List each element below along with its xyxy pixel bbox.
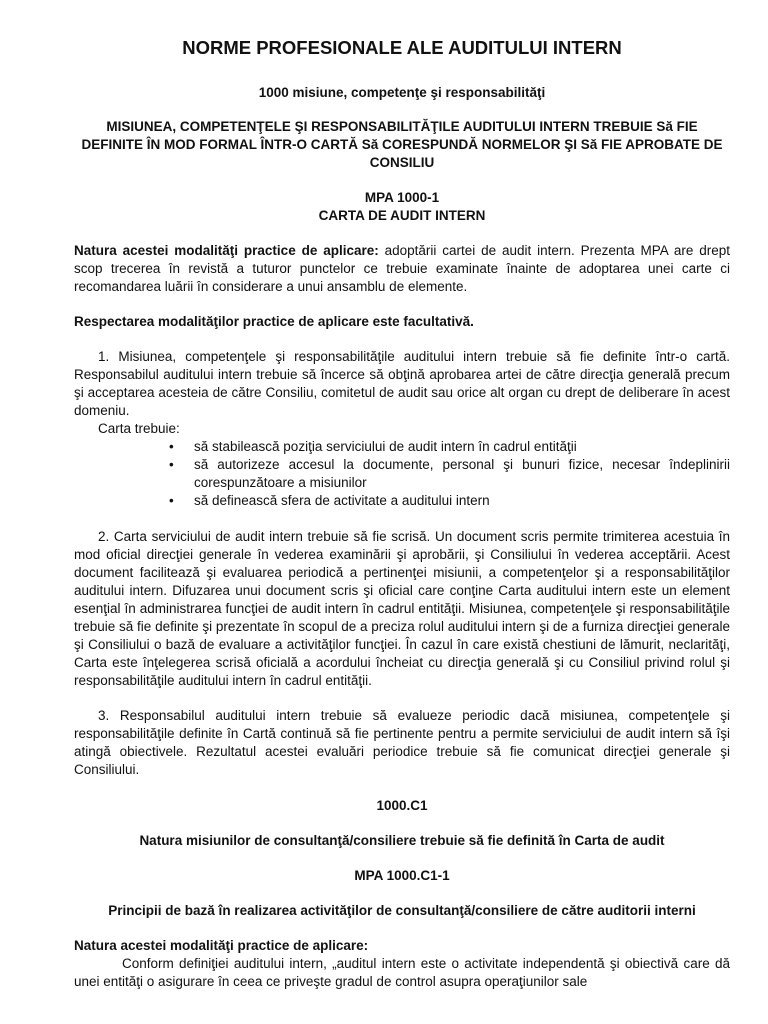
paragraph-3: 3. Responsabilul auditului intern trebuie să evalueze periodic dacă misiunea, competenţele şi responsabilităţile definite în Cartă continuă să fie pertinente pentru a permite serviciului de audit intern să îşi atingă obiectivele. Rezultatul acestei evaluări periodice trebuie să fie comunicat direcţiei generale şi Consiliului. [74, 708, 730, 777]
document-body [74, 36, 730, 991]
bullet-icon: • [169, 457, 174, 472]
principles-heading: Principii de bază în realizarea activităţilor de consultanţă/consiliere de către auditorii interni [108, 903, 696, 918]
nature-label-2: Natura acestei modalităţi practice de aplicare: [74, 938, 369, 953]
paragraph-2: 2. Carta serviciului de audit intern trebuie să fie scrisă. Un document scris permite trimiterea acestuia în mod oficial direcţiei generale în vederea examinării şi aprobării, şi Consiliului în vederea acceptării. Acest document facilitează şi evaluarea periodică a pertinenţei misiunii, a competenţelor şi a responsabilităţilor auditului intern. Difuzarea unui document scris şi oficial care conţine Carta auditului intern este un element esenţial în administrarea funcţiei de audit intern în cadrul entităţii. Misiunea, competenţele şi responsabilităţile trebuie să fie definite şi prezentate în scopul de a preciza rolul auditului intern şi de a furniza direcţiei generale şi Consiliului o bază de evaluare a activităţilor funcţiei. În cazul în care există chestiuni de lămurit, neclarităţi, Carta este înţelegerea scrisă oficială a acordului încheiat cu direcţia generală şi cu Consiliul privind rolul şi responsabilităţile auditului intern în cadrul entităţii. [74, 529, 730, 688]
list-item-text: să autorizeze accesul la documente, personal şi bunuri fizice, necesar îndeplinirii corespunzătoare a misiunilor [194, 457, 730, 490]
optional-note-text: Respectarea modalităţilor practice de aplicare este facultativă. [74, 314, 474, 329]
mpa-c1-code: MPA 1000.C1-1 [354, 868, 450, 883]
main-title: NORME PROFESIONALE ALE AUDITULUI INTERN [182, 37, 622, 58]
carta-label: Carta trebuie: [98, 421, 180, 436]
carta-bullet-list [74, 438, 730, 510]
mpa-code: MPA 1000-1 [364, 190, 440, 205]
nature-paragraph-2 [74, 937, 730, 955]
list-item [169, 438, 730, 456]
list-item-text: să definească sfera de activitate a auditului intern [194, 493, 490, 508]
paragraph-1: 1. Misiunea, competenţele şi responsabilităţile auditului intern trebuie să fie definite într-o cartă. Responsabilul auditului intern trebuie să încerce să obţină aprobarea artei de către direcţia generală precum şi acceptarea acesteia de către Consiliu, comitetul de audit sau orice alt organ cu drept de deliberare în acest domeniu. [74, 349, 730, 418]
nature-paragraph [74, 242, 730, 296]
list-item [169, 456, 730, 492]
consulting-heading: Natura misiunilor de consultanţă/consiliere trebuie să fie definită în Carta de audit [139, 833, 665, 848]
definition-paragraph: Conform definiţiei auditului intern, „auditul intern este o activitate independentă şi obiectivă care dă unei entităţi o asigurare în ceea ce priveşte gradul de control asupra operaţiunilor sale [74, 956, 730, 989]
mission-heading: MISIUNEA, COMPETENŢELE ŞI RESPONSABILITĂŢILE AUDITULUI INTERN TREBUIE Să FIE DEFINITE ÎN MOD FORMAL ÎNTR-O CARTĂ Să CORESPUNDĂ NORMELOR ŞI Să FIE APROBATE DE CONSILIU [81, 119, 723, 170]
optional-note [74, 313, 730, 331]
nature-text: adoptării cartei de audit intern. Prezenta MPA are drept scop trecerea în revistă a tuturor punctelor ce trebuie examinate înainte de adoptarea unei carte ci recomandarea luării în considerare a unui ansamblu de elemente. [74, 243, 731, 294]
bullet-icon: • [169, 439, 174, 454]
section-subtitle: 1000 misiune, competenţe şi responsabilităţi [258, 85, 546, 100]
nature-label: Natura acestei modalităţi practice de aplicare: [74, 243, 379, 258]
standard-code-c1: 1000.C1 [376, 798, 428, 813]
list-item-text: să stabilească poziţia serviciului de audit intern în cadrul entităţii [194, 439, 577, 454]
bullet-icon: • [169, 493, 174, 508]
mpa-title: CARTA DE AUDIT INTERN [318, 208, 486, 223]
list-item [169, 492, 730, 510]
